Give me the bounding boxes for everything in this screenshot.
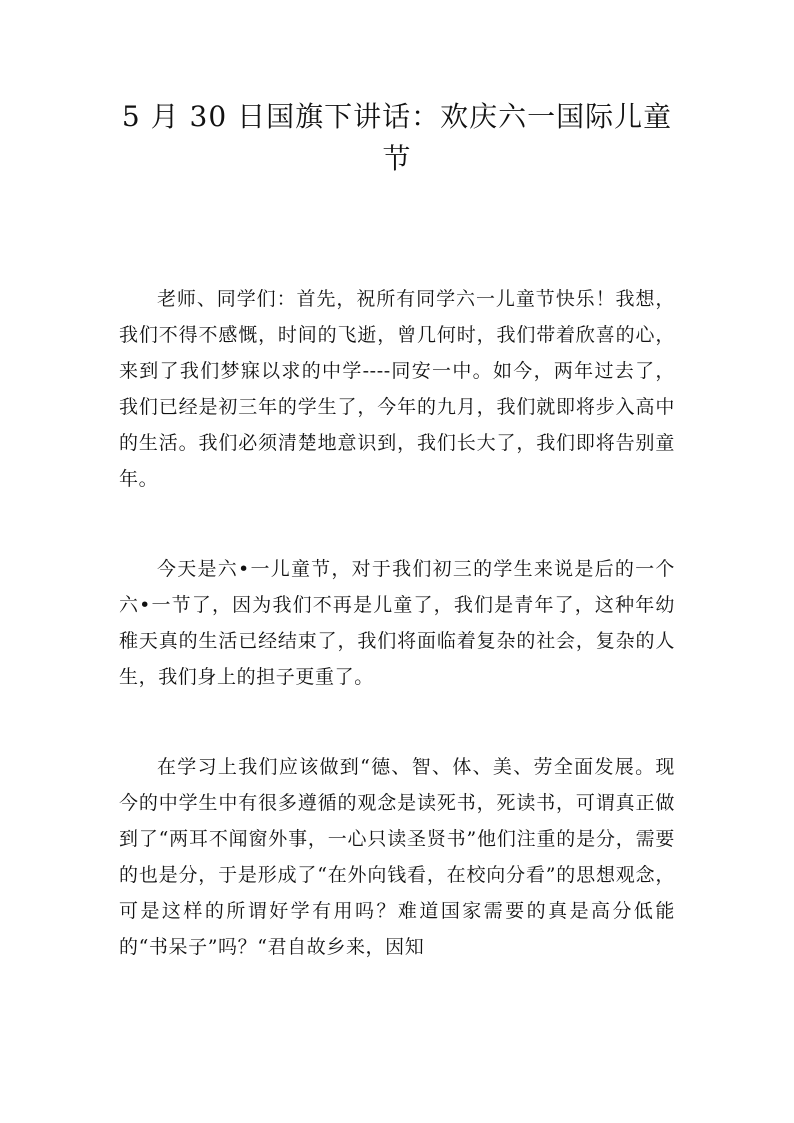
paragraph-1: 老师、同学们：首先，祝所有同学六一儿童节快乐！我想，我们不得不感慨，时间的飞逝，曾几何时，我们带着欣喜的心，来到了我们梦寐以求的中学----同安一中。如今，两年过去了，我们已经是初三年的学生了，今年的九月，我们就即将步入高中的生活。我们必须清楚地意识到，我们长大了，我们即将告别童年。 xyxy=(119,288,675,490)
paragraph-2: 今天是六•一儿童节，对于我们初三的学生来说是后的一个六•一节了，因为我们不再是儿童了，我们是青年了，这种年幼稚天真的生活已经结束了，我们将面临着复杂的社会，复杂的人生，我们身上的担子更重了。 xyxy=(119,558,675,688)
document-body xyxy=(119,281,675,1019)
paragraph-3: 在学习上我们应该做到“德、智、体、美、劳全面发展。现今的中学生中有很多遵循的观念是读死书，死读书，可谓真正做到了“两耳不闻窗外事，一心只读圣贤书”他们注重的是分，需要的也是分，于是形成了“在外向钱看，在校向分看”的思想观念，可是这样的所谓好学有用吗？难道国家需要的真是高分低能的“书呆子”吗？“君自故乡来，因知 xyxy=(119,756,675,958)
document-title: 5 月 30 日国旗下讲话：欢庆六一国际儿童节 xyxy=(121,100,673,175)
